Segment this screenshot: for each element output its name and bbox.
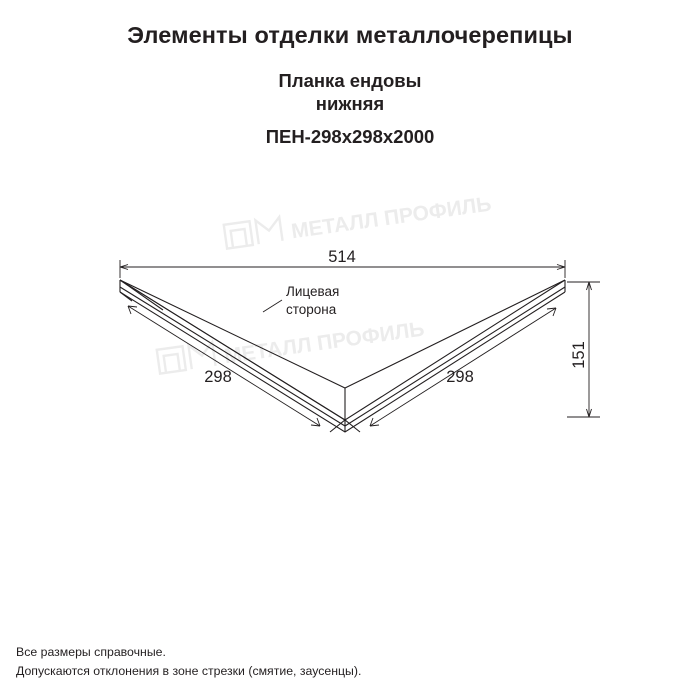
dimension-left-slope-label: 298 — [204, 368, 232, 386]
face-side-label-line2: сторона — [286, 302, 337, 317]
product-name — [0, 69, 700, 115]
svg-text:МЕТАЛЛ ПРОФИЛЬ: МЕТАЛЛ ПРОФИЛЬ — [222, 317, 426, 369]
part-detail-lines — [120, 280, 565, 432]
drawing-svg — [0, 170, 700, 500]
dimension-height-label: 151 — [570, 341, 588, 369]
dimension-right-slope-label: 298 — [446, 368, 474, 386]
part-outline — [120, 280, 565, 432]
dimension-top-label: 514 — [328, 248, 356, 266]
dimension-top — [120, 248, 565, 278]
footer-notes — [16, 643, 361, 680]
page-title: Элементы отделки металлочерепицы — [127, 22, 573, 48]
product-name-line2: нижняя — [315, 93, 385, 115]
face-side-label-line1: Лицевая — [286, 284, 340, 299]
product-code: ПЕН-298х298х2000 — [265, 126, 435, 148]
dimension-left-slope — [128, 306, 320, 426]
technical-drawing — [0, 170, 700, 500]
watermark-top — [224, 188, 493, 253]
footer-note-1: Все размеры справочные. — [16, 645, 166, 660]
footer-note-2: Допускаются отклонения в зоне стрезки (смятие, заусенцы). — [16, 663, 362, 678]
svg-text:МЕТАЛЛ ПРОФИЛЬ: МЕТАЛЛ ПРОФИЛЬ — [289, 192, 493, 244]
face-side-annotation — [263, 284, 339, 317]
title-block — [0, 22, 700, 148]
dimension-height — [567, 282, 600, 417]
product-name-line1: Планка ендовы — [278, 70, 422, 92]
